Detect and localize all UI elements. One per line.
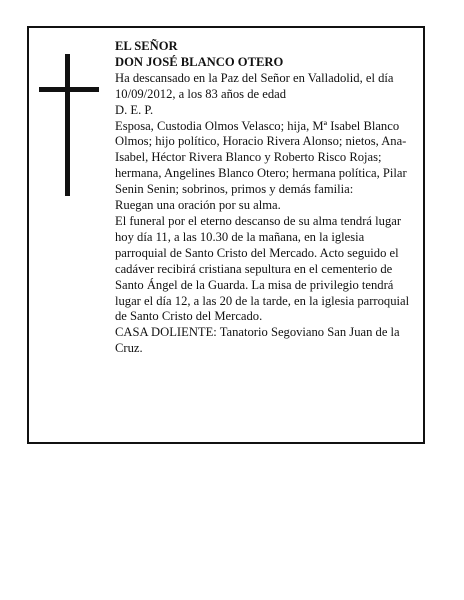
funeral-details: El funeral por el eterno descanso de su alma tendrá lugar hoy día 11, a las 10.30 de la mañana, en la iglesia parroquial de Santo Cristo del Mercado. Acto seguido el cadáver recibirá cristiana sepultura en el cementerio de Santo Ángel de la Guarda. La misa de privilegio tendrá lugar el día 12, a las 20 de la tarde, en la iglesia parroquial de Santo Cristo del Mercado. bbox=[115, 213, 410, 324]
cross-vertical-bar bbox=[65, 54, 70, 196]
deceased-name: DON JOSÉ BLANCO OTERO bbox=[115, 54, 284, 69]
notice-title: EL SEÑOR bbox=[115, 39, 178, 53]
obituary-text bbox=[115, 39, 417, 357]
family-list: Esposa, Custodia Olmos Velasco; hija, Mª Isabel Blanco Olmos; hijo político, Horacio Rivera Alonso; nietos, Ana-Isabel, Héctor Rivera Blanco y Roberto Risco Rojas; hermana, Angelines Blanco Otero; hermana política, Pilar Senin Senin; sobrinos, primos y demás familia: bbox=[115, 118, 407, 197]
prayer-request: Ruegan una oración por su alma. bbox=[115, 198, 281, 213]
cross-horizontal-bar bbox=[39, 87, 99, 92]
death-announcement: Ha descansado en la Paz del Señor en Valladolid, el día 10/09/2012, a los 83 años de edad bbox=[115, 70, 394, 101]
rip-abbreviation: D. E. P. bbox=[115, 102, 154, 117]
latin-cross-icon bbox=[39, 54, 99, 196]
mourning-house: CASA DOLIENTE: Tanatorio Segoviano San Juan de la Cruz. bbox=[115, 325, 400, 356]
